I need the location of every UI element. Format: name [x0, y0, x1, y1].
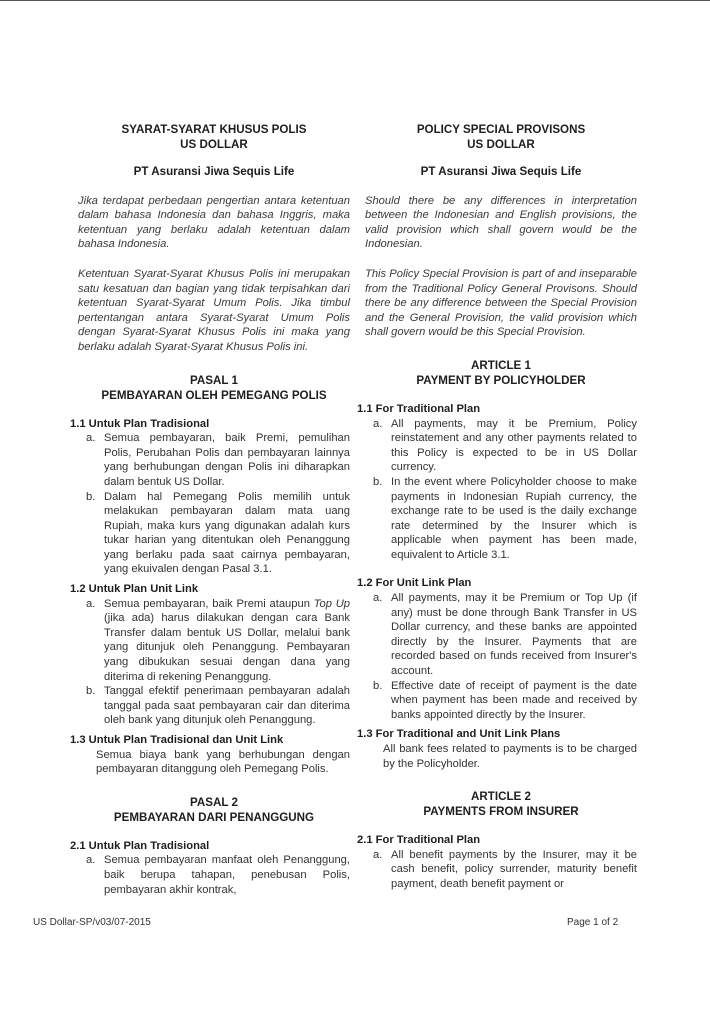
list-item	[365, 591, 637, 679]
item-text: All payments, may it be Premium, Policy reinstatement and any other payments related to this Policy is expected to be in US Dollar currency.	[391, 417, 637, 474]
title-line-1: POLICY SPECIAL PROVISONS	[416, 123, 586, 136]
document-title-en	[365, 122, 637, 152]
section-1-2-heading: 1.2 Untuk Plan Unit Link	[70, 583, 199, 596]
section-1-3-text: Semua biaya bank yang berhubungan dengan pembayaran ditanggung oleh Pemegang Polis.	[96, 748, 350, 776]
item-text-part: (jika ada) harus dilakukan dengan cara Bank Transfer dalam bentuk US Dollar, melalui bank yang ditunjuk oleh Penanggung. Pembayaran yang dibukukan sesuai dengan dana yang diterima di rekening Penanggung.	[104, 612, 350, 683]
article-1-heading	[78, 373, 350, 403]
article-number: PASAL 1	[190, 373, 238, 387]
article-number: PASAL 2	[190, 795, 238, 809]
article-number: ARTICLE 1	[471, 358, 531, 372]
document-code: US Dollar-SP/v03/07-2015	[33, 917, 151, 928]
intro-paragraph-1: Jika terdapat perbedaan pengertian antara ketentuan dalam bahasa Indonesia dan bahasa Inggris, maka ketentuan yang berlaku adalah ketentuan dalam bahasa Indonesia.	[78, 194, 350, 251]
item-marker: a.	[373, 592, 383, 605]
item-marker: b.	[86, 685, 96, 698]
intro-paragraph-2: Ketentuan Syarat-Syarat Khusus Polis ini merupakan satu kesatuan dan bagian yang tidak terpisahkan dari ketentuan Syarat-Syarat Umum Polis. Jika timbul pertentangan antara Syarat-Syarat Umum Polis dengan Syarat-Syarat Khusus Polis ini maka yang berlaku adalah Syarat-Syarat Khusus Polis ini.	[78, 267, 350, 353]
item-text: Semua pembayaran manfaat oleh Penanggung, baik berupa tahapan, penebusan Polis, pembayaran akhir kontrak,	[104, 854, 350, 896]
company-name: PT Asuransi Jiwa Sequis Life	[420, 165, 582, 178]
item-text-part: Semua pembayaran, baik Premi ataupun	[104, 597, 314, 610]
item-text: Tanggal efektif penerimaan pembayaran adalah tanggal pada saat pembayaran cair dan diterima oleh bank yang ditunjuk oleh Penanggung.	[104, 685, 350, 727]
article-2-heading	[365, 789, 637, 819]
article-number: ARTICLE 2	[471, 790, 531, 804]
item-marker: a.	[373, 417, 383, 430]
article-2-heading	[78, 795, 350, 825]
intro-paragraph-1: Should there be any differences in interpretation between the Indonesian and English provisions, the valid provision which shall govern would be the Indonesian.	[365, 194, 637, 251]
item-marker: b.	[373, 679, 383, 692]
list-item	[78, 490, 350, 578]
item-text: All benefit payments by the Insurer, may it be cash benefit, policy surrender, maturity benefit payment, death benefit payment or	[391, 848, 637, 890]
article-1-heading	[365, 358, 637, 388]
item-text: All payments, may it be Premium or Top Up (if any) must be done through Bank Transfer in US Dollar currency, and these banks are appointed directly by the Insurer. Payments that are recorded based on funds received from Insurer's account.	[391, 592, 637, 678]
list-item	[365, 848, 637, 892]
item-text	[104, 597, 350, 685]
item-marker: a.	[86, 432, 96, 445]
article-title: PAYMENTS FROM INSURER	[423, 805, 579, 819]
section-1-3-text: All bank fees related to payments is to be charged by the Policyholder.	[383, 743, 637, 770]
item-marker: b.	[373, 475, 383, 488]
item-marker: a.	[373, 848, 383, 861]
page-number: Page 1 of 2	[567, 917, 619, 928]
list-item	[365, 475, 637, 563]
english-column	[357, 122, 637, 892]
article-title: PEMBAYARAN DARI PENANGGUNG	[113, 810, 315, 824]
section-1-1-heading: 1.1 Untuk Plan Tradisional	[70, 417, 210, 430]
list-item	[365, 679, 637, 723]
item-text: Semua pembayaran, baik Premi, pemulihan Polis, Perubahan Polis dan pembayaran lainnya yang berhubungan dengan Polis ini diharapkan dalam bentuk US Dollar.	[104, 432, 350, 488]
section-1-3-heading: 1.3 For Traditional and Unit Link Plans	[357, 728, 561, 741]
item-marker: b.	[86, 490, 96, 503]
article-title: PEMBAYARAN OLEH PEMEGANG POLIS	[101, 388, 327, 402]
section-1-3-heading: 1.3 Untuk Plan Tradisional dan Unit Link	[70, 734, 284, 746]
item-text: In the event where Policyholder choose to make payments in Indonesian Rupiah currency, the exchange rate to be used is the daily exchange rate determined by the Insurer which is applicable when payment has been made, equivalent to Article 3.1.	[391, 475, 637, 561]
page-top-edge	[0, 0, 710, 1]
section-2-1-heading: 2.1 For Traditional Plan	[357, 834, 481, 847]
document-title-id	[78, 122, 350, 152]
intro-paragraph-2: This Policy Special Provision is part of and inseparable from the Traditional Policy General Provisons. Should there be any difference between the Special Provision and the General Provision, the valid provision which shall govern would be this Special Provision.	[365, 267, 637, 339]
title-line-1: SYARAT-SYARAT KHUSUS POLIS	[121, 123, 307, 136]
indonesian-column	[70, 122, 350, 897]
list-item	[78, 431, 350, 489]
title-line-2: US DOLLAR	[180, 138, 248, 151]
list-item	[365, 417, 637, 475]
list-item	[78, 853, 350, 897]
section-2-1-heading: 2.1 Untuk Plan Tradisional	[70, 839, 210, 852]
article-title: PAYMENT BY POLICYHOLDER	[416, 373, 586, 387]
item-marker: a.	[86, 854, 96, 867]
item-text: Dalam hal Pemegang Polis memilih untuk melakukan pembayaran dalam mata uang Rupiah, maka kurs yang digunakan adalah kurs tukar harian yang ditentukan oleh Penanggung yang berlaku pada saat cairnya pembayaran, yang ekuivalen dengan Pasal 3.1.	[104, 490, 350, 576]
company-name: PT Asuransi Jiwa Sequis Life	[133, 165, 295, 178]
item-text-italic: Top Up	[313, 597, 350, 610]
list-item	[78, 684, 350, 728]
item-text: Effective date of receipt of payment is the date when payment has been made and received by banks appointed directly by the Insurer.	[391, 679, 637, 721]
section-1-1-heading: 1.1 For Traditional Plan	[357, 402, 481, 415]
section-1-2-heading: 1.2 For Unit Link Plan	[357, 577, 472, 590]
item-marker: a.	[86, 597, 96, 610]
title-line-2: US DOLLAR	[467, 138, 535, 151]
list-item	[78, 597, 350, 685]
